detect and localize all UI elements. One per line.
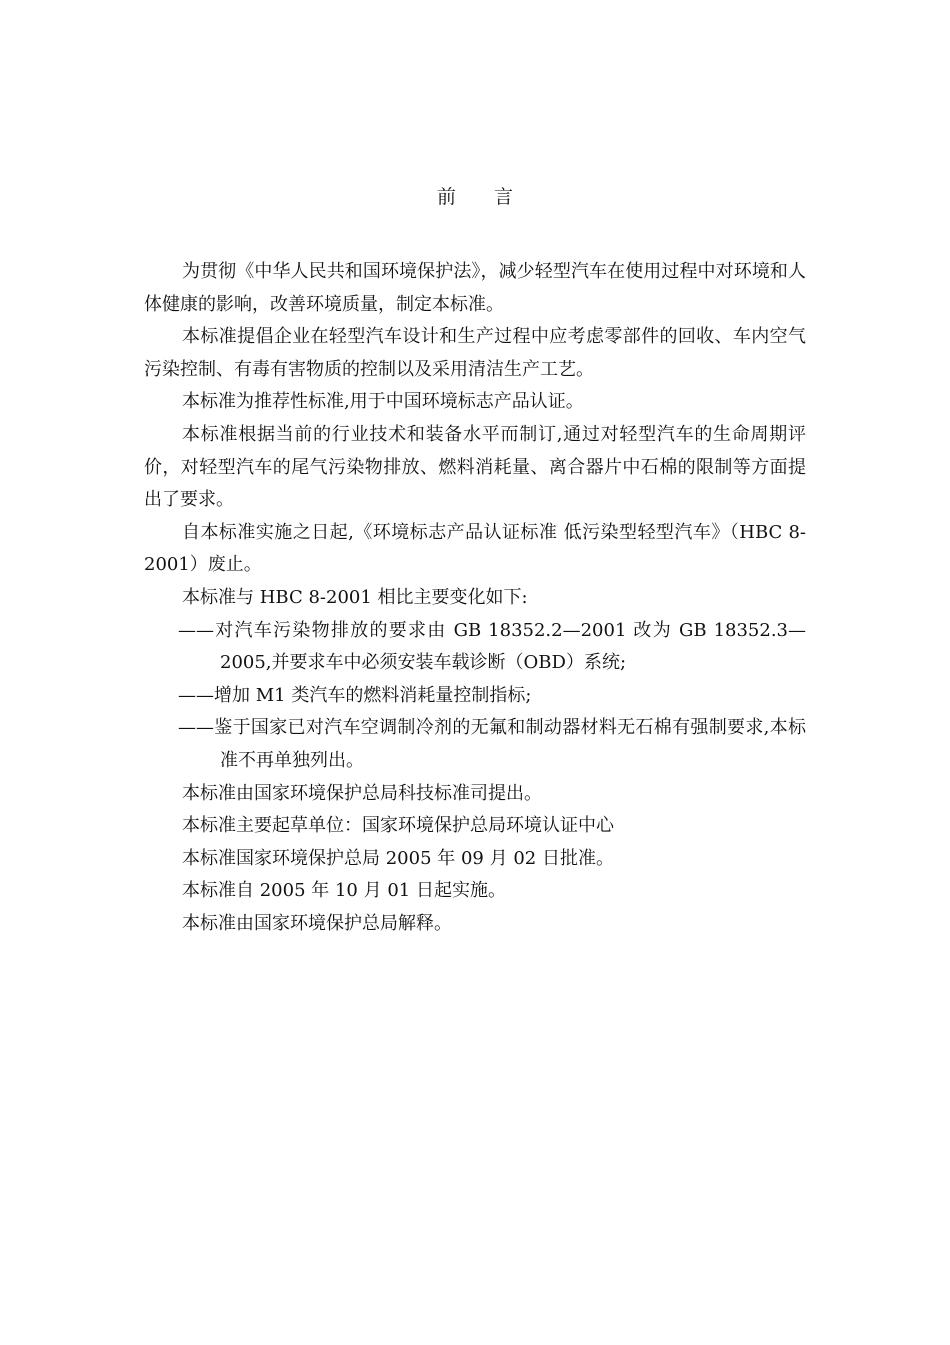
closing-approval-date: 本标准国家环境保护总局 2005 年 09 月 02 日批准。 [182, 847, 614, 869]
closing-drafting-unit: 本标准主要起草单位：国家环境保护总局环境认证中心 [182, 815, 614, 837]
change-item-fuel: ——增加 M1 类汽车的燃料消耗量控制指标; [178, 684, 532, 706]
paragraph-changes-intro: 本标准与 HBC 8-2001 相比主要变化如下: [182, 586, 528, 608]
closing-interpretation: 本标准由国家环境保护总局解释。 [182, 912, 452, 934]
paragraph-basis: 本标准根据当前的行业技术和装备水平而制订,通过对轻型汽车的生命周期评价，对轻型汽车的尾气污染物排放、燃料消耗量、离合器片中石棉的限制等方面提出了要求。 [144, 423, 806, 511]
paragraph-recommended: 本标准为推荐性标准,用于中国环境标志产品认证。 [182, 391, 584, 413]
paragraph-advocacy: 本标准提倡企业在轻型汽车设计和生产过程中应考虑零部件的回收、车内空气污染控制、有毒有害物质的控制以及采用清洁生产工艺。 [144, 326, 806, 380]
closing-effective-date: 本标准自 2005 年 10 月 01 日起实施。 [182, 880, 506, 902]
change-item-materials: ——鉴于国家已对汽车空调制冷剂的无氟和制动器材料无石棉有强制要求,本标准不再单独列出。 [178, 717, 806, 771]
paragraph-supersedes: 自本标准实施之日起,《环境标志产品认证标准 低污染型轻型汽车》（HBC 8-2001）废止。 [144, 521, 806, 576]
closing-proposed-by: 本标准由国家环境保护总局科技标准司提出。 [182, 782, 542, 804]
page-title: 前言 [436, 186, 551, 208]
paragraph-purpose: 为贯彻《中华人民共和国环境保护法》，减少轻型汽车在使用过程中对环境和人体健康的影响，改善环境质量，制定本标准。 [144, 261, 806, 315]
change-item-emissions: ——对汽车污染物排放的要求由 GB 18352.2—2001 改为 GB 18352.3—2005,并要求车中必须安装车载诊断（OBD）系统; [178, 619, 806, 674]
document-body [144, 256, 806, 940]
